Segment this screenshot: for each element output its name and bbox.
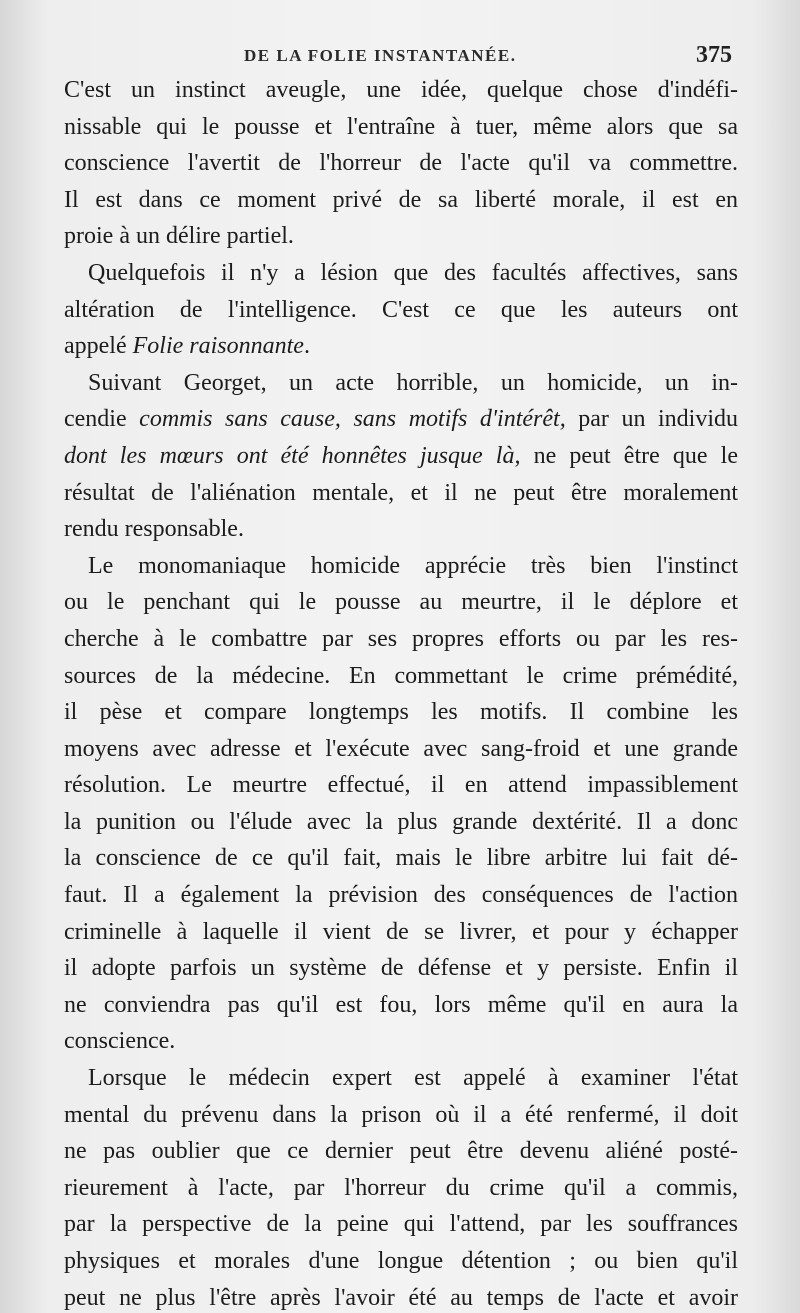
text-line: Quelquefois il n'y a lésion que des facultés affectives, sans [88,259,738,286]
text-line: conscience. [64,1028,176,1055]
text-line: ne conviendra pas qu'il est fou, lors même qu'il en aura la [64,991,738,1018]
italic-term: Folie raisonnante [132,333,304,360]
text-line: Il est dans ce moment privé de sa liberté morale, il est en [64,186,738,213]
text-line: criminelle à laquelle il vient de se livrer, et pour y échapper [64,918,738,945]
text-line: résultat de l'aliénation mentale, et il ne peut être moralement [64,479,738,506]
text-run: appelé [64,333,133,360]
text-line: physiques et morales d'une longue détention ; ou bien qu'il [64,1248,738,1274]
text-line: Le monomaniaque homicide apprécie très bien l'instinct [88,552,738,579]
text-run: ne peut être que le [520,442,738,469]
text-run: . [303,333,310,360]
text-line [64,328,738,365]
text-line: faut. Il a également la prévision des conséquences de l'action [64,882,738,909]
text-line: peut ne plus l'être après l'avoir été au temps de l'acte et avoir [64,1284,738,1311]
text-line: nissable qui le pousse et l'entraîne à tuer, même alors que sa [64,113,738,140]
running-head: DE LA FOLIE INSTANTANÉE. [244,46,517,65]
text-line [64,401,738,438]
page-header [64,40,734,74]
text-line: conscience l'avertit de l'horreur de l'acte qu'il va commettre. [64,150,738,177]
text-line: rendu responsable. [64,516,244,543]
text-line: Lorsque le médecin expert est appelé à examiner l'état [88,1065,738,1092]
page-number: 375 [696,42,732,68]
text-line: ne pas oublier que ce dernier peut être devenu aliéné posté- [64,1138,738,1165]
text-line: cherche à le combattre par ses propres efforts ou par les res- [64,625,738,652]
italic-quote: dont les mœurs ont été honnêtes jusque là, [64,442,521,469]
text-run: cendie [64,406,140,433]
text-line: moyens avec adresse et l'exécute avec sang-froid et une grande [64,735,738,762]
italic-quote: commis sans cause, sans motifs d'intérêt, [139,406,566,433]
text-line: altération de l'intelligence. C'est ce que les auteurs ont [64,296,738,323]
text-line: Suivant Georget, un acte horrible, un homicide, un in- [88,369,738,396]
text-run: par un individu [565,406,738,433]
text-line: C'est un instinct aveugle, une idée, quelque chose d'indéfi- [64,77,738,103]
text-line: la punition ou l'élude avec la plus grande dextérité. Il a donc [64,808,738,835]
text-line: proie à un délire partiel. [64,223,294,250]
text-line: par la perspective de la peine qui l'attend, par les souffrances [64,1211,738,1238]
text-line [64,438,738,475]
text-line: il pèse et compare longtemps les motifs. Il combine les [64,699,738,726]
text-line: ou le penchant qui le pousse au meurtre, il le déplore et [64,589,738,616]
body-text [64,72,738,1313]
text-line: mental du prévenu dans la prison où il a été renfermé, il doit [64,1101,738,1128]
text-line: rieurement à l'acte, par l'horreur du crime qu'il a commis, [64,1174,738,1201]
text-line: sources de la médecine. En commettant le crime prémédité, [64,662,738,689]
text-line: il adopte parfois un système de défense et y persiste. Enfin il [64,955,738,982]
text-line: résolution. Le meurtre effectué, il en attend impassiblement [64,772,738,799]
text-line: la conscience de ce qu'il fait, mais le libre arbitre lui fait dé- [64,845,738,872]
